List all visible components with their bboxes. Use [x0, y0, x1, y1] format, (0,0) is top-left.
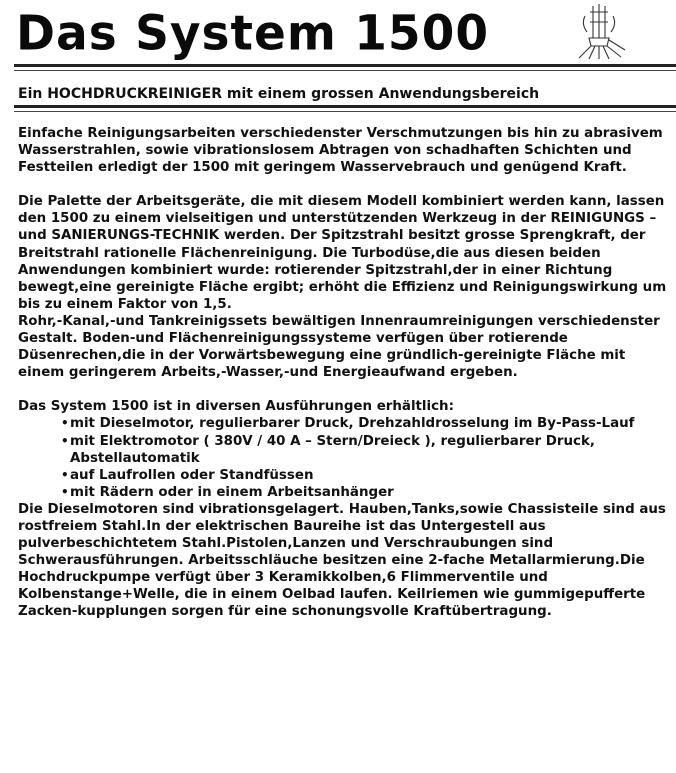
subtitle-rule-thin: [14, 111, 676, 112]
variants-heading: Das System 1500 ist in diversen Ausführungen erhältlich:: [18, 399, 454, 415]
subtitle-rule: [14, 105, 676, 108]
page-title: Das System 1500: [16, 5, 490, 62]
list-item: • auf Laufrollen oder Standfüssen: [61, 467, 668, 484]
header-rule-thin: [14, 70, 676, 71]
construction-paragraph: Die Dieselmotoren sind vibrationsgelagert. Hauben,Tanks,sowie Chassisteile sind aus rostfreiem Stahl.In der elektrischen Baureihe ist das Untergestell aus pulverbeschichtetem Stahl.Pistolen,Lanzen und Verschraubungen sind Schwerausführungen. Arbeitsschläuche besitzen eine 2-fache Metallarmierung.Die Hochdruckpumpe verfügt über 3 Keramikkolben,6 Flimmerventile und Kolbenstange+Welle, die in einem Oelbad laufen. Keilriemen wie gummigepufferte Zacken-kupplungen sorgen für eine schonungsvolle Kraftübertragung.: [18, 501, 666, 620]
header-rule: [14, 64, 676, 67]
list-item: • mit Elektromotor ( 380V / 40 A – Stern/Dreieck ), regulierbarer Druck, Abstellautomatik: [61, 433, 668, 467]
subtitle: Ein HOCHDRUCKREINIGER mit einem grossen Anwendungsbereich: [18, 86, 540, 102]
list-item: • mit Rädern oder in einem Arbeitsanhänger: [61, 484, 668, 501]
variants-list: [18, 415, 668, 500]
intro-paragraph: Einfache Reinigungsarbeiten verschiedenster Verschmutzungen bis hin zu abrasivem Wasserstrahlen, sowie vibrationslosem Abtragen von schadhaften Schichten und Festteilen erledigt der 1500 mit geringem Wasservebrauch und genügend Kraft.: [18, 126, 663, 176]
list-item: • mit Dieselmotor, regulierbarer Druck, Drehzahldrosselung im By-Pass-Lauf: [61, 415, 668, 432]
pressure-washer-logo-icon: [571, 2, 627, 60]
cleaning-sets-paragraph: Rohr,-Kanal,-und Tankreinigssets bewältigen Innenraumreinigungen verschiedenster Gestalt. Boden-und Flächenreinigungssysteme verfügen über rotierende Düsenrechen,die in der Vorwärtsbewegung eine gründlich-gereinigte Fläche mit einem geringerem Arbeits,-Wasser,-und Energieaufwand ergeben.: [18, 313, 660, 381]
tools-paragraph: Die Palette der Arbeitsgeräte, die mit diesem Modell kombiniert werden kann, lassen den 1500 zu einem vielseitigen und unterstützenden Werkzeug in der REINIGUNGS – und SANIERUNGS-TECHNIK werden. Der Spitzstrahl besitzt grosse Sprengkraft, der Breitstrahl rationelle Flächenreinigung. Die Turbodüse,die aus diesen beiden Anwendungen kombiniert wurde: rotierender Spitzstrahl,der in einer Richtung bewegt,eine gereinigte Fläche ergibt; erhöht die Effizienz und Reinigungswirkung um bis zu einem Faktor von 1,5.: [18, 194, 667, 312]
body-text: [18, 125, 668, 621]
